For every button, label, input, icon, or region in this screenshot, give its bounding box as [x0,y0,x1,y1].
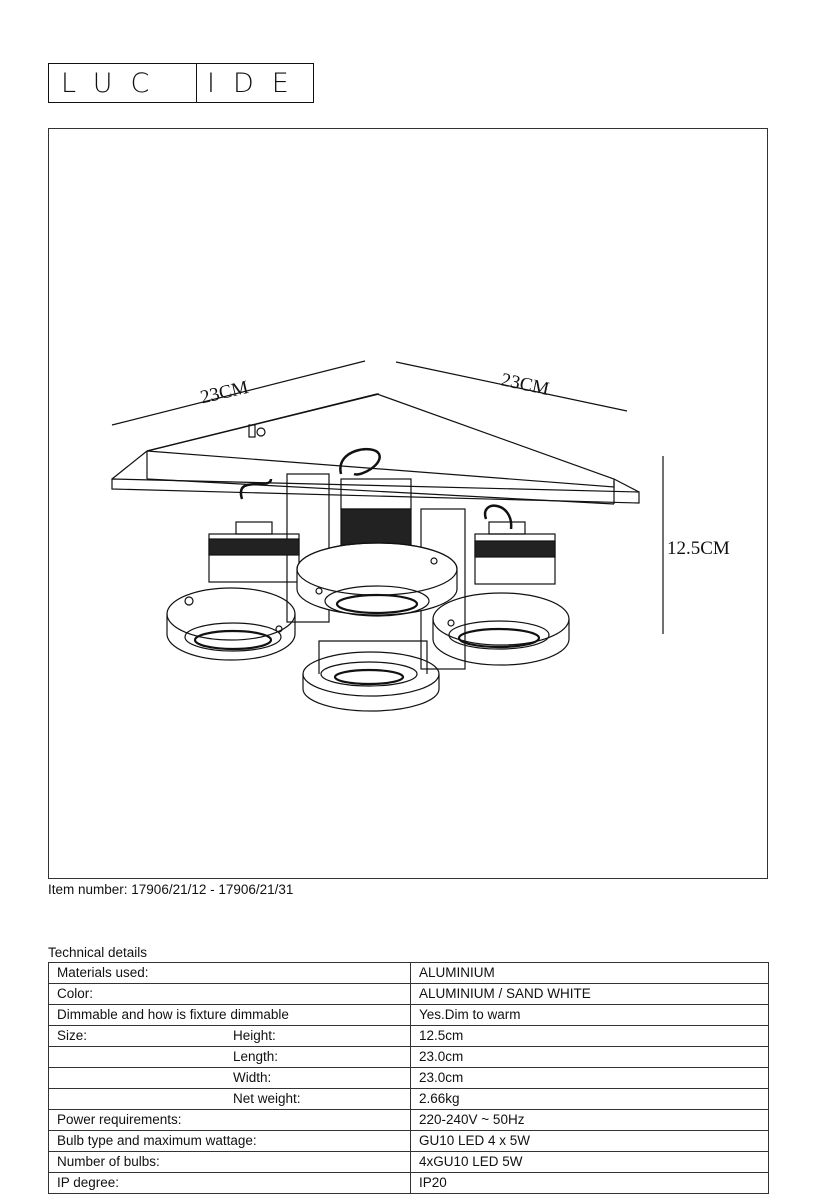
spec-label-cell [49,1089,411,1110]
dimension-label-height: 12.5CM [667,538,730,559]
spec-label-cell [49,1005,411,1026]
spec-label [57,1047,233,1067]
table-row [49,1068,769,1089]
item-number: Item number: 17906/21/12 - 17906/21/31 [48,882,294,897]
table-row [49,1173,769,1194]
spec-label-cell [49,1173,411,1194]
dimension-label-length: 23CM [198,376,251,409]
logo-right-part: IDE [196,63,314,103]
logo-left-part: LUC [48,63,196,103]
spec-value: 12.5cm [411,1026,769,1047]
spec-label [57,1068,233,1088]
brand-logo [48,63,314,103]
spec-label-cell [49,1026,411,1047]
spec-label-cell [49,1152,411,1173]
spec-value: 220-240V ~ 50Hz [411,1110,769,1131]
table-row [49,1131,769,1152]
table-row [49,1152,769,1173]
spec-label-cell [49,1131,411,1152]
technical-details-caption: Technical details [48,945,148,960]
spec-label-cell [49,963,411,984]
spec-value: IP20 [411,1173,769,1194]
spec-label: Materials used: [57,965,149,980]
spec-label: Power requirements: [57,1112,182,1127]
spec-label: Number of bulbs: [57,1154,160,1169]
spotlight-head-front [303,641,439,711]
spec-label-cell [49,1110,411,1131]
spec-label: Dimmable and how is fixture dimmable [57,1007,289,1022]
spec-label-cell [49,984,411,1005]
table-row [49,1110,769,1131]
spec-label: Color: [57,986,94,1001]
spec-value: 2.66kg [411,1089,769,1110]
table-row [49,984,769,1005]
spec-value: 23.0cm [411,1068,769,1089]
ceiling-base [112,394,639,504]
product-drawing-frame [48,128,768,879]
spec-value: GU10 LED 4 x 5W [411,1131,769,1152]
spec-sublabel: Height: [233,1028,276,1043]
spec-label: IP degree: [57,1175,120,1190]
spec-value: Yes.Dim to warm [411,1005,769,1026]
table-row [49,1026,769,1047]
spec-label [57,1089,233,1109]
spec-label: Size: [57,1028,88,1043]
spec-sublabel: Width: [233,1070,272,1085]
spec-label: Bulb type and maximum wattage: [57,1133,257,1148]
table-row [49,1047,769,1068]
spec-value: 23.0cm [411,1047,769,1068]
spec-value: ALUMINIUM [411,963,769,984]
spec-value: ALUMINIUM / SAND WHITE [411,984,769,1005]
spotlight-head-left [167,479,299,660]
table-row [49,1089,769,1110]
table-row [49,963,769,984]
spec-sublabel: Net weight: [233,1091,301,1106]
spec-value: 4xGU10 LED 5W [411,1152,769,1173]
technical-details-table [48,962,769,1194]
dimension-label-width: 23CM [499,369,551,401]
spec-sublabel: Length: [233,1049,279,1064]
spec-label-cell [49,1068,411,1089]
table-row [49,1005,769,1026]
product-drawing [49,129,769,880]
spec-label-cell [49,1047,411,1068]
